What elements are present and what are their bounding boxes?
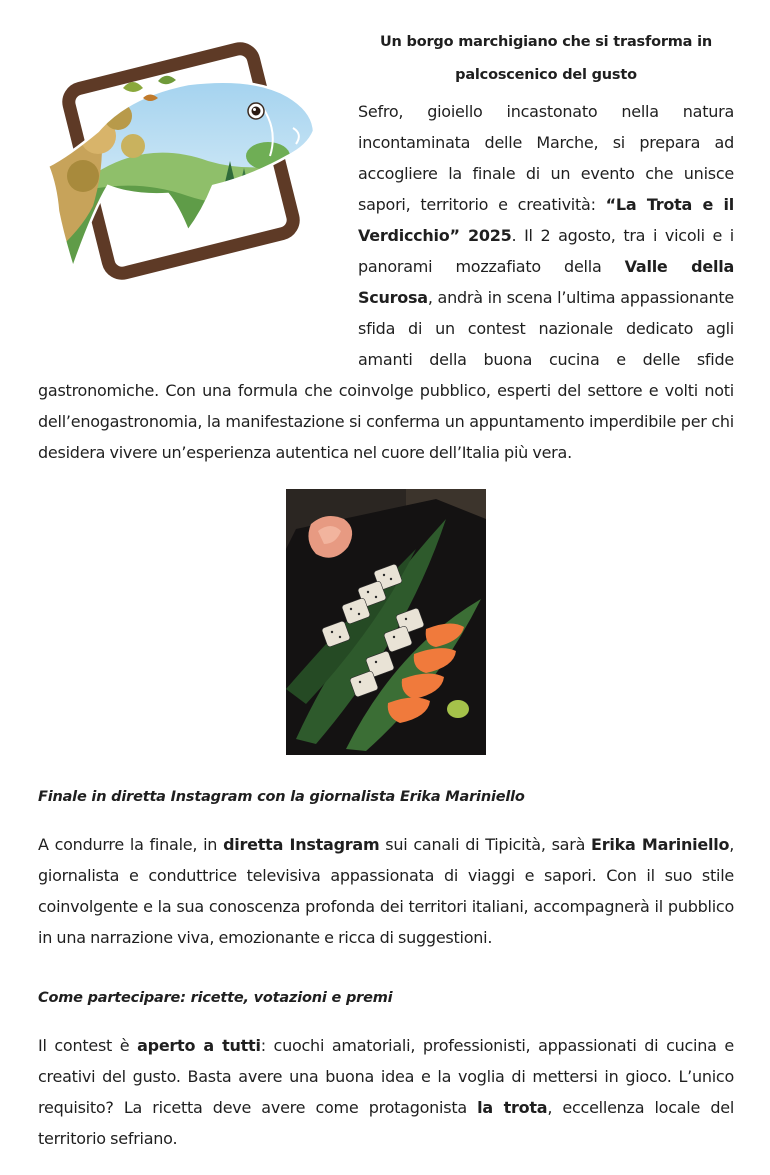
intro-title-line2: palcoscenico del gusto <box>455 67 637 83</box>
instagram-live: diretta Instagram <box>223 835 380 854</box>
valley-name: Valle della Scurosa <box>358 257 734 307</box>
participate-text-2: : cuochi amatoriali, professionisti, appassionati di cucina e creativi del gusto. Basta avere una buona idea e la voglia di mettersi in gioco. L’unico requisito? La ricetta deve avere come protagonista <box>38 1036 734 1117</box>
finale-text-3: , giornalista e conduttrice televisiva appassionata di viaggi e sapori. Con il suo stile coinvolgente e la sua conoscenza profonda dei territori italiani, accompagnerà il pubblico in una narrazione viva, emozionante e ricca di suggestioni. <box>38 835 735 947</box>
section-title-finale: Finale in diretta Instagram con la giornalista Erika Mariniello <box>38 789 525 805</box>
finale-text-2: sui canali di Tipicità, sarà <box>379 835 592 854</box>
finale-paragraph <box>38 829 734 953</box>
intro-text-2: . Il 2 agosto, tra i vicoli e i panorami mozzafiato della <box>358 226 734 276</box>
finale-text-1: A condurre la finale, in <box>38 835 224 854</box>
intro-text-3: , andrà in scena l’ultima appassionante sfida di un contest nazionale dedicato agli amanti della buona cucina e delle sfide gastronomiche. Con una formula che coinvolge pubblico, esperti del settore e volti noti dell’enogastronomia, la manifestazione si conferma un appuntamento imperdibile per chi desidera vivere un’esperienza autentica nel cuore dell’Italia più vera. <box>38 288 734 462</box>
trout-logo-graphic <box>38 36 323 286</box>
photo-container <box>38 468 734 755</box>
sushi-plate-photo-icon <box>286 489 486 755</box>
intro-text-1: Sefro, gioiello incastonato nella natura incontaminata delle Marche, si prepara ad accogliere la finale di un evento che unisce sapori, territorio e creatività: <box>358 102 734 214</box>
participate-text-3: , eccellenza locale del territorio sefriano. <box>38 1098 735 1148</box>
intro-title-line1: Un borgo marchigiano che si trasforma in <box>379 34 713 50</box>
section-title-participate: Come partecipare: ricette, votazioni e premi <box>38 990 393 1006</box>
intro-title <box>358 0 734 92</box>
intro-section <box>38 0 734 755</box>
participate-text-1: Il contest è <box>38 1036 138 1055</box>
participate-paragraph <box>38 1030 734 1154</box>
trout-logo-icon <box>38 30 338 370</box>
trout: la trota <box>477 1098 548 1117</box>
open-to-all: aperto a tutti <box>137 1036 261 1055</box>
host-name: Erika Mariniello <box>591 835 730 854</box>
event-name: “La Trota e il Verdicchio” 2025 <box>358 195 735 245</box>
